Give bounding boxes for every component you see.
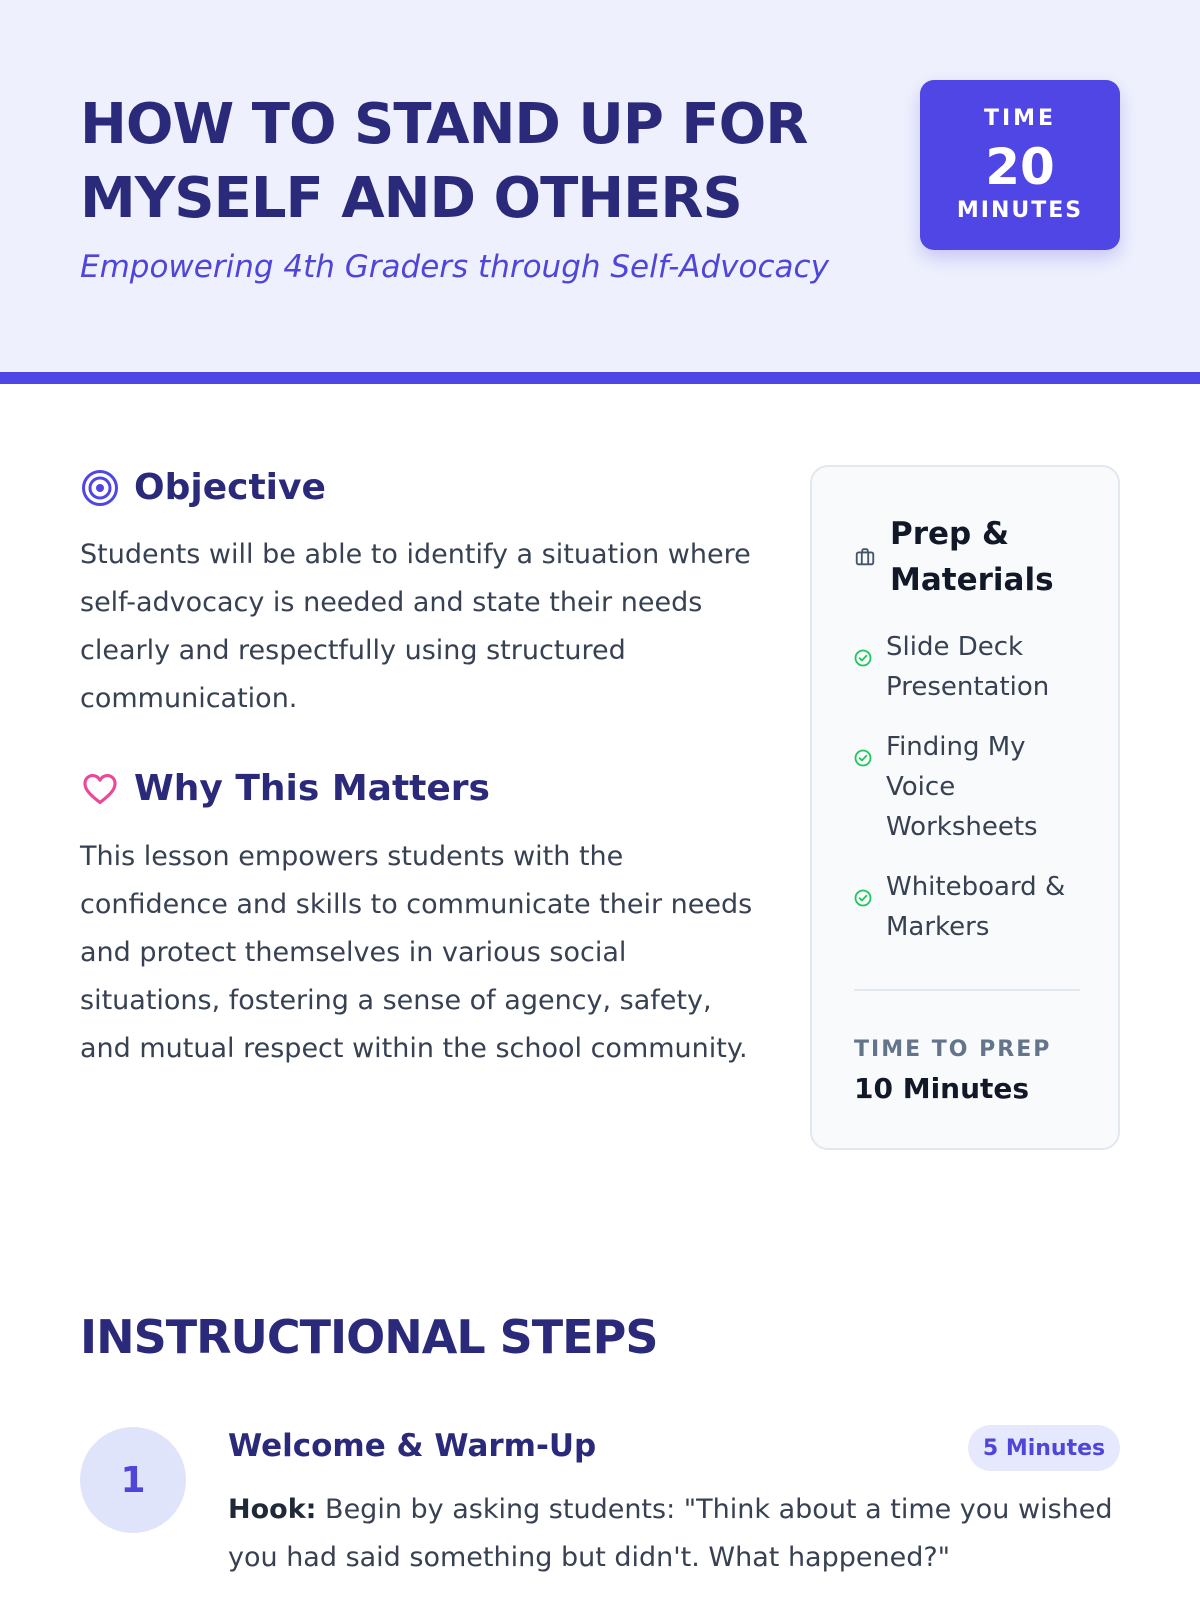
material-item — [854, 867, 1094, 947]
prep-time-value: 10 Minutes — [854, 1072, 1030, 1105]
briefcase-icon — [854, 546, 876, 568]
page-subtitle: Empowering 4th Graders through Self-Advocacy — [80, 249, 829, 285]
step-body: Begin by asking students: "Think about a time you wished you had said something but didn't. What happened?" — [228, 1494, 1113, 1573]
check-circle-icon — [854, 879, 872, 897]
lesson-header — [0, 0, 1200, 384]
time-badge-unit: MINUTES — [956, 198, 1084, 223]
time-badge — [920, 80, 1120, 250]
why-heading-text: Why This Matters — [134, 768, 490, 809]
prep-title-row — [854, 511, 1080, 603]
material-label: Slide Deck Presentation — [886, 632, 1050, 702]
prep-materials-card — [810, 465, 1120, 1150]
objective-heading — [80, 467, 326, 508]
material-label: Whiteboard & Markers — [886, 872, 1066, 942]
prep-title: Prep & Materials — [890, 516, 1054, 598]
step-duration-badge: 5 Minutes — [968, 1425, 1120, 1471]
prep-divider — [854, 989, 1080, 991]
material-item — [854, 627, 1094, 707]
materials-list — [854, 627, 1094, 967]
heart-icon — [80, 769, 120, 809]
step-lead: Hook: — [228, 1494, 317, 1525]
page-title: HOW TO STAND UP FOR MYSELF AND OTHERS — [80, 92, 808, 231]
step-number: 1 — [80, 1427, 186, 1533]
prep-time-label: TIME TO PREP — [854, 1037, 1052, 1062]
why-text: This lesson empowers students with the confidence and skills to communicate their needs and protect themselves in various social situations, fostering a sense of agency, safety, and mutual respect within the school community. — [80, 841, 753, 1064]
target-icon — [80, 468, 120, 508]
time-badge-value: 20 — [985, 138, 1055, 196]
time-badge-label: TIME — [983, 106, 1057, 131]
why-heading — [80, 768, 490, 809]
check-circle-icon — [854, 639, 872, 657]
steps-heading: INSTRUCTIONAL STEPS — [80, 1310, 658, 1364]
material-item — [854, 727, 1094, 847]
check-circle-icon — [854, 739, 872, 757]
material-label: Finding My Voice Worksheets — [886, 732, 1038, 842]
step-title: Welcome & Warm-Up — [228, 1428, 597, 1464]
objective-text: Students will be able to identify a situation where self-advocacy is needed and state their needs clearly and respectfully using structured communication. — [80, 539, 751, 714]
step-text — [228, 1486, 1128, 1582]
objective-heading-text: Objective — [134, 467, 326, 508]
